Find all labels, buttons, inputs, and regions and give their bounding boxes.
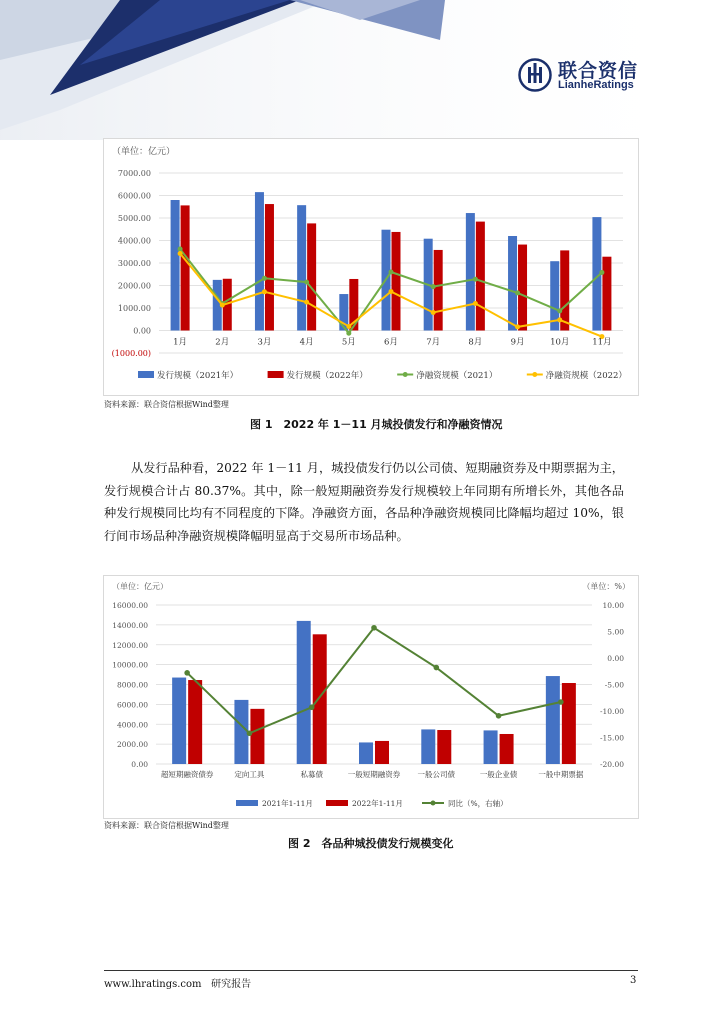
chart2-ytick-label: 0.00: [131, 760, 148, 769]
chart2-bar: [546, 676, 560, 764]
chart1-bar: [476, 222, 485, 331]
chart2-ytick-label: 16000.00: [112, 601, 148, 610]
chart2-y2tick-label: 5.00: [607, 627, 624, 637]
chart1-ytick-label: 1000.00: [117, 304, 151, 313]
chart1-point: [178, 247, 183, 252]
chart2-xtick-label: 一般公司债: [417, 770, 456, 779]
chart1-legend-marker: [532, 372, 537, 377]
chart2-bar: [500, 734, 514, 764]
chart1-point: [515, 290, 520, 295]
chart1-point: [346, 331, 351, 336]
chart2-legend-marker: [431, 801, 436, 806]
brand-logo: [518, 56, 648, 96]
chart1-ytick-label: (1000.00): [111, 349, 151, 358]
chart1-point: [262, 276, 267, 281]
footer-left: [104, 975, 251, 990]
footer-report-type: 研究报告: [211, 979, 252, 990]
chart1-point: [557, 308, 562, 313]
chart1-point: [346, 324, 351, 329]
chart2-xtick-label: 一般企业债: [479, 770, 518, 779]
chart2-point: [558, 699, 564, 705]
chart2-point: [433, 665, 439, 671]
chart1-xtick-label: 10月: [550, 337, 570, 348]
chart1-series-line: [180, 254, 602, 337]
chart2-y2tick-label: -10.00: [599, 707, 624, 716]
chart1-bar: [297, 205, 306, 330]
chart1-ytick-label: 0.00: [133, 326, 151, 336]
chart2-y2tick-label: -15.00: [599, 733, 624, 743]
chart1-ytick-label: 3000.00: [117, 259, 151, 268]
chart2-point: [371, 625, 377, 631]
chart2-xtick-label: 一般中期票据: [538, 770, 584, 779]
chart1-point: [178, 251, 183, 256]
chart1-xtick-label: 5月: [341, 337, 356, 348]
chart1-xtick-label: 3月: [257, 337, 272, 348]
chart1-bar: [434, 250, 443, 331]
chart2-unit-label-right: （单位：%）: [582, 582, 630, 591]
chart2-y2tick-label: -20.00: [599, 760, 624, 769]
chart2-caption: 图 2 各品种城投债发行规模变化: [288, 837, 454, 850]
chart1-point: [557, 317, 562, 322]
brand-name-en: LianheRatings: [558, 79, 634, 91]
page-number: 3: [630, 975, 637, 986]
chart2-xtick-label: 一般短期融资券: [347, 770, 401, 779]
chart2-bar: [375, 741, 389, 764]
chart2-legend-label: 2021年1-11月: [262, 799, 313, 808]
chart2-xtick-label: 超短期融资债券: [160, 770, 214, 779]
chart1-frame: [103, 138, 639, 396]
chart1-bar: [602, 257, 611, 331]
chart1-ytick-label: 6000.00: [117, 191, 151, 201]
chart1-bar: [255, 192, 264, 330]
chart1-ytick-label: 5000.00: [117, 214, 151, 223]
chart1-point: [304, 280, 309, 285]
chart2-point: [247, 730, 253, 736]
chart2-xtick-label: 定向工具: [234, 770, 265, 779]
chart2-y2tick-label: 10.00: [602, 601, 624, 610]
chart1-xtick-label: 9月: [510, 337, 525, 348]
chart2-point: [184, 670, 190, 676]
footer-website[interactable]: www.lhratings.com: [104, 979, 202, 990]
chart1-point: [431, 310, 436, 315]
chart1-point: [473, 301, 478, 306]
chart2-legend-swatch: [326, 800, 348, 806]
chart1-legend-label: 净融资规模（2022）: [545, 371, 627, 381]
chart2-bar: [297, 621, 311, 764]
chart1-svg: [104, 139, 638, 395]
chart2-ytick-label: 2000.00: [116, 740, 148, 750]
footer-divider: [104, 970, 638, 971]
brand-name-cn: 联合资信: [558, 60, 639, 82]
chart1-ytick-label: 4000.00: [117, 236, 151, 246]
chart1-ytick-label: 7000.00: [117, 169, 151, 178]
chart1-bar: [508, 236, 517, 331]
chart2-bar: [250, 709, 264, 764]
chart2-y2tick-label: 0.00: [607, 654, 624, 663]
chart2-legend-label: 2022年1-11月: [352, 799, 403, 808]
chart2-frame: [103, 575, 639, 819]
chart1-point: [262, 289, 267, 294]
chart1-legend-label: 发行规模（2021年）: [157, 371, 239, 381]
chart2-ytick-label: 14000.00: [112, 620, 148, 630]
chart1-source: 资料来源：联合资信根据Wind整理: [104, 400, 229, 409]
chart1-point: [515, 324, 520, 329]
chart1-point: [599, 270, 604, 275]
chart2-bar: [437, 730, 451, 764]
chart1-xtick-label: 7月: [426, 337, 441, 348]
chart1-bar: [265, 204, 274, 330]
chart1-caption: 图 1 2022 年 1－11 月城投债发行和净融资情况: [250, 418, 503, 431]
chart1-legend-swatch: [268, 371, 284, 378]
chart1-legend-label: 净融资规模（2021）: [416, 371, 498, 381]
chart2-ytick-label: 8000.00: [116, 680, 148, 690]
chart1-point: [220, 303, 225, 308]
chart1-point: [431, 284, 436, 289]
chart1-xtick-label: 4月: [299, 337, 314, 348]
chart2-svg: [104, 576, 638, 818]
chart2-bar: [188, 680, 202, 764]
chart2-bar: [172, 678, 186, 764]
chart2-bar: [359, 742, 373, 764]
chart2-unit-label-left: （单位：亿元）: [112, 582, 168, 591]
chart2-source: 资料来源：联合资信根据Wind整理: [104, 821, 229, 830]
chart2-ytick-label: 12000.00: [112, 640, 148, 650]
chart1-point: [473, 277, 478, 282]
chart1-unit-label: （单位：亿元）: [112, 147, 176, 157]
chart2-ytick-label: 6000.00: [116, 700, 148, 710]
chart1-bar: [392, 232, 401, 331]
chart1-bar: [307, 223, 316, 330]
chart2-bar: [234, 700, 248, 764]
chart1-point: [304, 300, 309, 305]
chart1-legend-marker: [403, 372, 408, 377]
chart1-xtick-label: 2月: [215, 337, 230, 348]
chart2-point: [309, 704, 315, 710]
chart1-legend-swatch: [138, 371, 154, 378]
chart2-ytick-label: 4000.00: [116, 720, 148, 730]
chart1-point: [389, 289, 394, 294]
chart1-bar: [466, 213, 475, 330]
chart1-bar: [171, 200, 180, 331]
chart1-xtick-label: 8月: [468, 337, 483, 348]
chart1-ytick-label: 2000.00: [117, 281, 151, 291]
chart1-legend-label: 发行规模（2022年）: [286, 371, 368, 381]
chart1-bar: [181, 205, 190, 330]
chart2-ytick-label: 10000.00: [112, 660, 148, 670]
chart2-bar: [562, 683, 576, 764]
chart2-point: [496, 713, 502, 719]
chart1-point: [389, 270, 394, 275]
chart1-xtick-label: 6月: [384, 337, 398, 348]
chart2-bar: [421, 729, 435, 764]
body-paragraph: 从发行品种看，2022 年 1－11 月，城投债发行仍以公司债、短期融资券及中期票据为主，发行规模合计占 80.37%。其中，除一般短期融资券发行规模较上年同期有所增长外，其他各品种发行规模同比均有不同程度的下降。净融资方面，各品种净融资规模同比降幅均超过 10%，银行间市场品种净融资规模降幅明显高于交易所市场品种。: [104, 461, 624, 543]
chart2-bar: [313, 634, 327, 764]
chart2-legend-label: 同比（%，右轴）: [448, 799, 508, 808]
chart2-xtick-label: 私募债: [300, 770, 323, 779]
chart2-legend-swatch: [236, 800, 258, 806]
chart2-y2tick-label: -5.00: [604, 680, 624, 690]
chart2-bar: [484, 730, 498, 764]
chart1-bar: [518, 245, 527, 331]
chart1-xtick-label: 1月: [173, 337, 188, 348]
chart1-xtick-label: 11月: [592, 337, 612, 348]
lianhe-logo-icon: [518, 58, 552, 92]
